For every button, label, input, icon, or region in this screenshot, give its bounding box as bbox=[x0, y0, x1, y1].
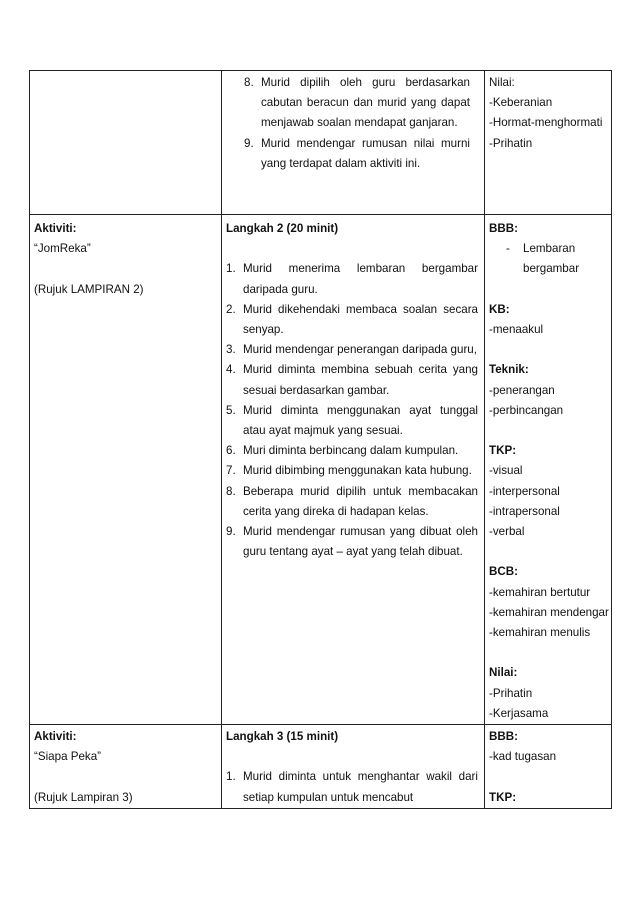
steps-cell bbox=[222, 215, 485, 725]
steps-list bbox=[226, 259, 478, 562]
bcb-item: -kemahiran menulis bbox=[489, 626, 591, 639]
table-row bbox=[30, 725, 612, 809]
kb-item: -menaakul bbox=[489, 323, 544, 336]
notes-cell bbox=[485, 215, 612, 725]
bcb-item: -kemahiran bertutur bbox=[489, 585, 591, 599]
activity-cell bbox=[30, 215, 222, 725]
nilai-item: -Prihatin bbox=[489, 686, 533, 700]
step-item: 6. Muri diminta berbincang dalam kumpulan. bbox=[226, 444, 459, 458]
notes-cell bbox=[485, 725, 612, 809]
step-item: 8. Murid dipilih oleh guru berdasarkan cabutan beracun dan murid yang dapat menjawab soalan mendapat ganjaran. bbox=[244, 76, 470, 130]
activity-reference: (Rujuk LAMPIRAN 2) bbox=[34, 282, 144, 296]
teknik-item: -penerangan bbox=[489, 383, 555, 397]
table-row bbox=[30, 215, 612, 725]
step-item: 7. Murid dibimbing menggunakan kata hubung. bbox=[226, 464, 472, 478]
tkp-item: -intrapersonal bbox=[489, 504, 560, 518]
step-item: 3. Murid mendengar penerangan daripada guru, bbox=[226, 343, 477, 357]
nilai-item: -Prihatin bbox=[489, 136, 533, 150]
steps-cell bbox=[222, 71, 485, 215]
step-title: Langkah 2 (20 minit) bbox=[226, 222, 339, 235]
tkp-label: TKP: bbox=[489, 790, 517, 804]
activity-name: “Siapa Peka” bbox=[34, 750, 102, 764]
steps-list bbox=[226, 767, 478, 807]
teknik-label: Teknik: bbox=[489, 363, 529, 377]
teknik-item: -perbincangan bbox=[489, 403, 564, 417]
notes-cell bbox=[485, 71, 612, 215]
activity-cell bbox=[30, 725, 222, 809]
step-item: 1. Murid menerima lembaran bergambar daripada guru. bbox=[226, 262, 478, 296]
bbb-item: -kad tugasan bbox=[489, 750, 557, 764]
bbb-label: BBB: bbox=[489, 730, 518, 743]
bbb-item: - Lembaran bergambar bbox=[506, 242, 580, 276]
steps-list bbox=[244, 73, 470, 174]
activity-heading: Aktiviti: bbox=[34, 730, 77, 743]
nilai-item: -Hormat-menghormati bbox=[489, 116, 603, 130]
activity-name: “JomReka” bbox=[34, 242, 91, 256]
step-item: 9. Murid mendengar rumusan yang dibuat oleh guru tentang ayat – ayat yang telah dibuat. bbox=[226, 525, 478, 559]
tkp-item: -visual bbox=[489, 464, 523, 478]
nilai-label: Nilai: bbox=[489, 76, 515, 89]
bcb-item: -kemahiran mendengar bbox=[489, 605, 609, 619]
step-item: 9. Murid mendengar rumusan nilai murni yang terdapat dalam aktiviti ini. bbox=[244, 136, 470, 170]
nilai-item: -Keberanian bbox=[489, 96, 553, 110]
bbb-label: BBB: bbox=[489, 222, 518, 235]
step-item: 8. Beberapa murid dipilih untuk membacakan cerita yang direka di hadapan kelas. bbox=[226, 484, 478, 518]
nilai-item: -Kerjasama bbox=[489, 706, 549, 720]
step-item: 4. Murid diminta membina sebuah cerita yang sesuai berdasarkan gambar. bbox=[226, 363, 478, 397]
steps-cell bbox=[222, 725, 485, 809]
bcb-label: BCB: bbox=[489, 565, 518, 579]
table-row bbox=[30, 71, 612, 215]
tkp-label: TKP: bbox=[489, 444, 517, 458]
step-item: 2. Murid dikehendaki membaca soalan secara senyap. bbox=[226, 302, 478, 336]
lesson-plan-table bbox=[29, 70, 612, 809]
kb-label: KB: bbox=[489, 302, 510, 316]
activity-reference: (Rujuk Lampiran 3) bbox=[34, 790, 133, 804]
activity-heading: Aktiviti: bbox=[34, 222, 77, 235]
step-item: 5. Murid diminta menggunakan ayat tunggal atau ayat majmuk yang sesuai. bbox=[226, 403, 478, 438]
step-title: Langkah 3 (15 minit) bbox=[226, 730, 339, 743]
nilai-label: Nilai: bbox=[489, 666, 518, 680]
tkp-item: -verbal bbox=[489, 525, 525, 538]
tkp-item: -interpersonal bbox=[489, 484, 560, 498]
step-item: 1. Murid diminta untuk menghantar wakil dari setiap kumpulan untuk mencabut bbox=[226, 770, 478, 804]
activity-cell bbox=[30, 71, 222, 215]
